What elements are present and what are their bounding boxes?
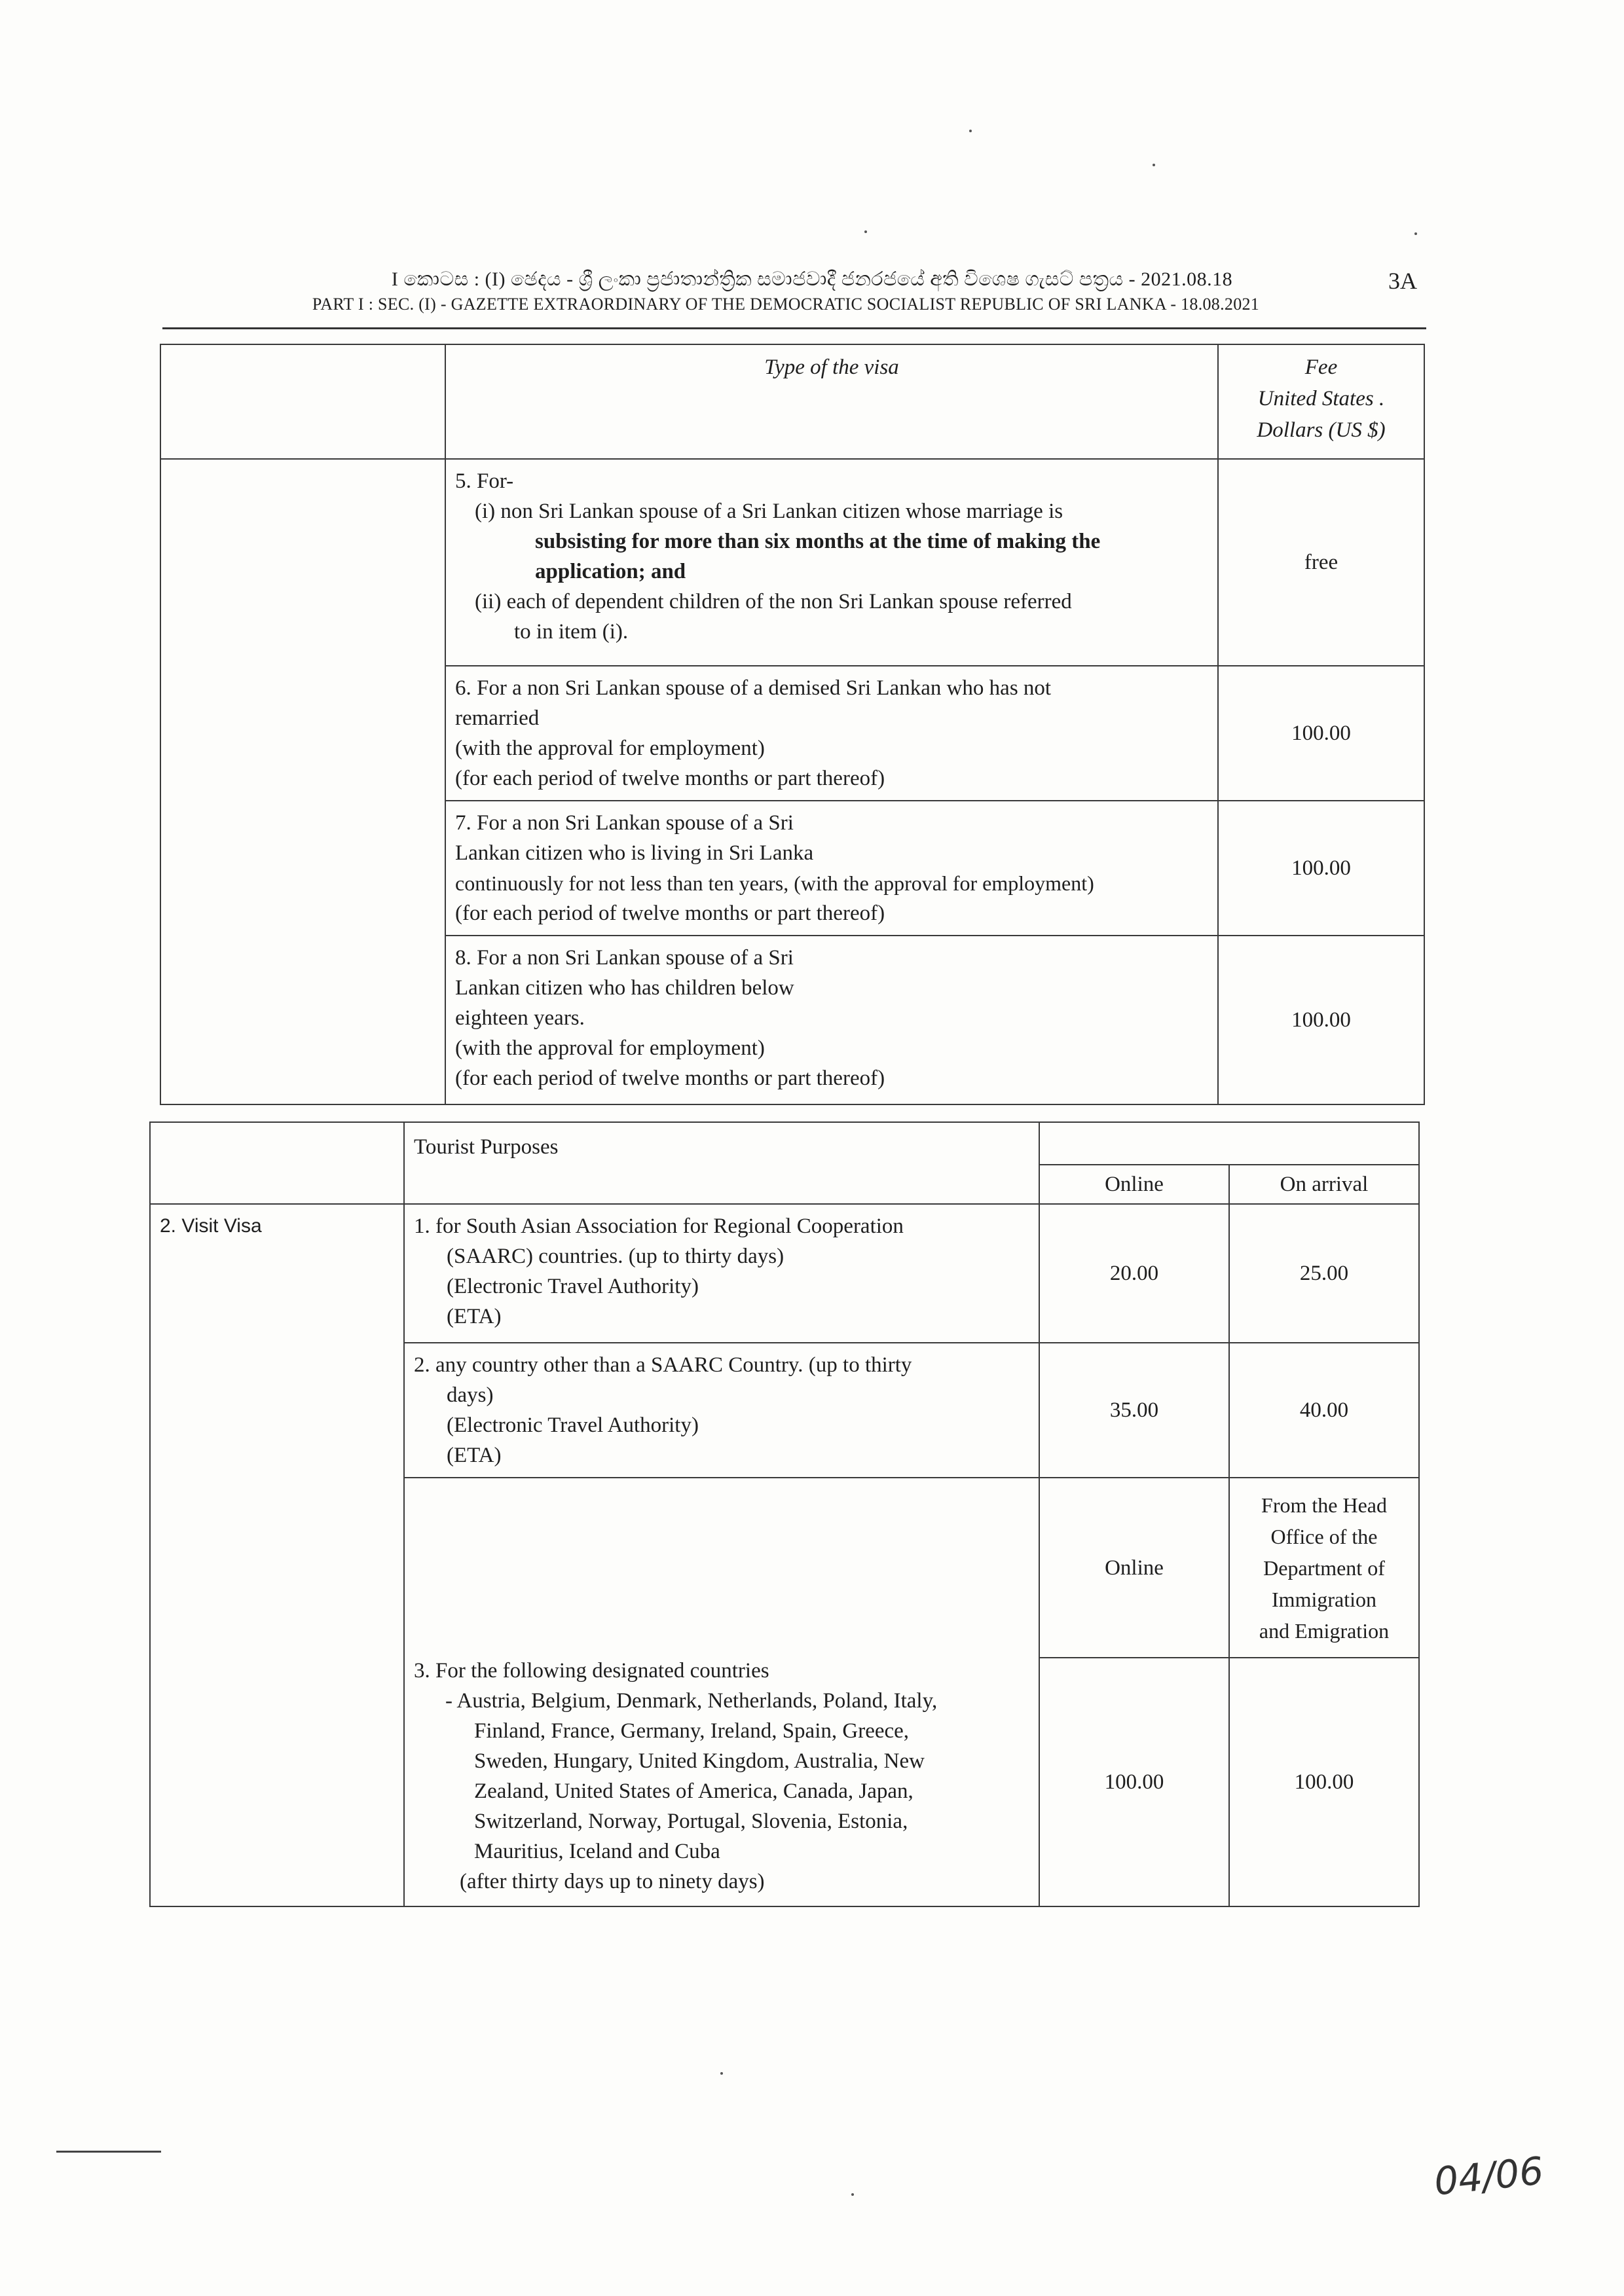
handwritten-page-note: 04/06: [1431, 2148, 1546, 2204]
header-english-line: PART I : SEC. (I) - GAZETTE EXTRAORDINARY OF THE DEMOCRATIC SOCIALIST REPUBLIC OF SRI LANKA - 18.08.2021: [312, 295, 1260, 314]
visa-type-row-7: 7. For a non Sri Lankan spouse of a Sri Lankan citizen who is living in Sri Lanka continuously for not less than ten years, (with the approval for employment) (for each period of twelve months or part thereof): [445, 801, 1218, 936]
fee-header-span: [1039, 1122, 1419, 1165]
fee-row-8: 100.00: [1218, 936, 1424, 1104]
visa-type-row-8: 8. For a non Sri Lankan spouse of a Sri Lankan citizen who has children below eighteen years. (with the approval for employment) (for each period of twelve months or part thereof): [445, 936, 1218, 1104]
scan-speck: [1153, 164, 1155, 166]
tourist-purposes-header: Tourist Purposes: [404, 1122, 1039, 1204]
head-office-subheader: From the Head Office of the Department of Immigration and Emigration: [1229, 1478, 1419, 1658]
tourist-row-1: 1. for South Asian Association for Regional Cooperation (SAARC) countries. (up to thirty days) (Electronic Travel Authority) (ETA): [404, 1204, 1039, 1343]
visa-fee-table-1: [160, 344, 1425, 1105]
tourist-row-3: 3. For the following designated countries - Austria, Belgium, Denmark, Netherlands, Poland, Italy, Finland, France, Germany, Ireland, Spain, Greece, Sweden, Hungary, United Kingdom, Australia, New Zealand, United States of America, Canada, Japan, Switzerland, Norway, Portugal, Slovenia, Estonia, Mauritius, Iceland and Cuba (after thirty days up to ninety days): [404, 1478, 1039, 1906]
on-arrival-fee-row-1: 25.00: [1229, 1204, 1419, 1343]
blank-category-cell-2: [160, 459, 445, 1104]
visa-type-row-6: 6. For a non Sri Lankan spouse of a demised Sri Lankan who has not remarried (with the approval for employment) (for each period of twelve months or part thereof): [445, 666, 1218, 801]
blank-category-cell: [160, 344, 445, 459]
blank-category-cell-3: [150, 1122, 404, 1204]
fee-row-7: 100.00: [1218, 801, 1424, 936]
fee-row-5: free: [1218, 459, 1424, 666]
header-rule: [162, 327, 1426, 329]
on-arrival-fee-row-2: 40.00: [1229, 1343, 1419, 1478]
online-fee-row-2: 35.00: [1039, 1343, 1229, 1478]
online-fee-row-3: 100.00: [1039, 1658, 1229, 1906]
visa-type-row-5: 5. For- (i) non Sri Lankan spouse of a Sri Lankan citizen whose marriage is subsisting for more than six months at the time of making the application; and (ii) each of dependent children of the non Sri Lankan spouse referred to in item (i).: [445, 459, 1218, 666]
on-arrival-header: On arrival: [1229, 1165, 1419, 1204]
head-office-fee-row-3: 100.00: [1229, 1658, 1419, 1906]
fee-row-6: 100.00: [1218, 666, 1424, 801]
scan-speck: [720, 2072, 723, 2075]
visit-visa-label-cell: 2. Visit Visa: [150, 1204, 404, 1906]
visa-fee-table-2: [149, 1121, 1420, 1907]
header-sinhala-line: I කොටස : (I) ඡෙදය - ශ්‍රී ලංකා ප්‍රජාතාන්ත්‍රික සමාජවාදී ජනරජයේ අති විශෙෂ ගැසට් පත්‍රය - 2021.08.18: [391, 268, 1233, 290]
fee-header: Fee United States . Dollars (US $): [1218, 344, 1424, 459]
online-header: Online: [1039, 1165, 1229, 1204]
scan-speck: [1414, 232, 1417, 235]
page-number: 3A: [1388, 268, 1417, 294]
online-subheader: Online: [1039, 1478, 1229, 1658]
online-fee-row-1: 20.00: [1039, 1204, 1229, 1343]
tourist-row-2: 2. any country other than a SAARC Country. (up to thirty days) (Electronic Travel Authority) (ETA): [404, 1343, 1039, 1478]
scan-speck: [864, 230, 867, 233]
scan-speck: [969, 130, 972, 132]
scan-speck: [851, 2193, 854, 2196]
margin-mark: [56, 2151, 161, 2153]
type-of-visa-header: Type of the visa: [445, 344, 1218, 459]
